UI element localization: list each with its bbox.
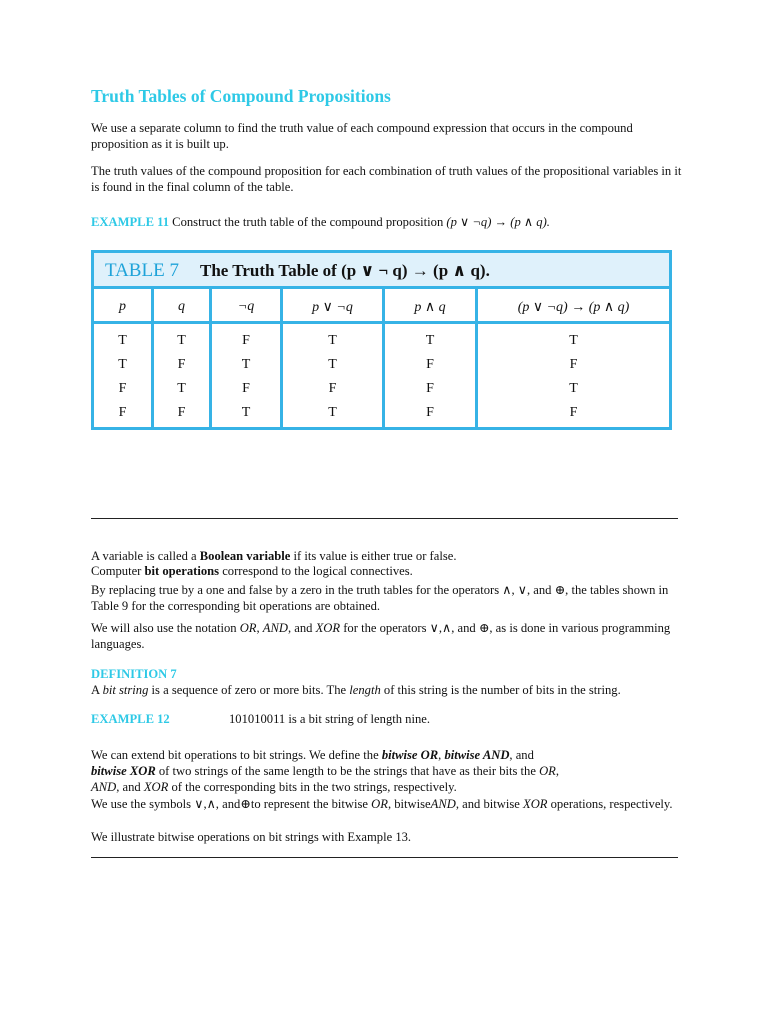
term-boolean-variable: Boolean variable bbox=[199, 549, 291, 563]
divider bbox=[91, 857, 678, 858]
text: is a sequence of zero or more bits. The bbox=[148, 683, 350, 697]
term-bitwise-or: bitwise OR bbox=[381, 748, 439, 762]
term-bit-operations: bit operations bbox=[144, 564, 220, 578]
table-cell: F bbox=[426, 381, 434, 396]
text: operations, respectively. bbox=[547, 797, 673, 811]
example-11-text: Construct the truth table of the compound proposition bbox=[169, 215, 447, 229]
divider bbox=[91, 518, 678, 519]
table-cell: T bbox=[177, 381, 186, 396]
text: , bitwise bbox=[387, 797, 431, 811]
table-cell: F bbox=[426, 357, 434, 372]
term-xor: XOR bbox=[143, 780, 169, 794]
example-11-formula: (p ∨ ¬q) → (p ∧ q). bbox=[446, 215, 550, 229]
table-cell: F bbox=[328, 381, 337, 396]
table-cell: F bbox=[426, 405, 434, 420]
term-or: OR bbox=[539, 764, 556, 778]
intro-paragraph-2: The truth values of the compound proposition for each combination of truth values of the propositional variables in it is found in the final column of the table. bbox=[91, 164, 682, 194]
term-and: AND bbox=[91, 780, 117, 794]
term-bitwise-and: bitwise AND bbox=[444, 748, 510, 762]
text: , and bitwise bbox=[455, 797, 523, 811]
boolean-variable-line bbox=[91, 548, 691, 564]
text: if its value is either true or false. bbox=[290, 549, 457, 563]
text: We can extend bit operations to bit strings. We define the bbox=[91, 748, 382, 762]
term-bit-string: bit string bbox=[102, 683, 149, 697]
table-cell: F bbox=[242, 333, 250, 348]
text: of this string is the number of bits in the string. bbox=[380, 683, 621, 697]
table-cell: T bbox=[328, 357, 337, 372]
bit-operations-line bbox=[91, 563, 691, 579]
bitwise-symbols-paragraph bbox=[91, 796, 691, 812]
table-cell: T bbox=[118, 357, 127, 372]
table-cell: F bbox=[118, 405, 127, 420]
table-cell: F bbox=[242, 381, 250, 396]
table-cell: F bbox=[569, 357, 578, 372]
table-cell: F bbox=[118, 381, 127, 396]
term-bitwise-xor: bitwise XOR bbox=[91, 764, 156, 778]
table-cell: T bbox=[241, 357, 251, 372]
header-p-and-q: p ∧ q bbox=[414, 300, 446, 315]
table-cell: F bbox=[177, 405, 186, 420]
table-caption-title: The Truth Table of (p ∨ ¬ q) → (p ∧ q). bbox=[200, 261, 490, 280]
text: A variable is called a bbox=[91, 549, 200, 563]
table-cell: F bbox=[177, 357, 186, 372]
term-xor: XOR bbox=[523, 797, 548, 811]
term-or: OR bbox=[371, 797, 388, 811]
header-not-q: ¬q bbox=[237, 299, 255, 314]
definition-7-text bbox=[91, 682, 691, 698]
header-p: p bbox=[119, 299, 126, 314]
example-12-text: 101010011 is a bit string of length nine. bbox=[229, 712, 431, 726]
term-length: length bbox=[349, 683, 381, 697]
table-cell: T bbox=[569, 381, 578, 396]
text: , bbox=[555, 764, 560, 778]
table-cell: T bbox=[328, 405, 337, 420]
definition-7-label: DEFINITION 7 bbox=[91, 667, 177, 681]
text: Computer bbox=[91, 564, 145, 578]
text: of the corresponding bits in the two strings, respectively. bbox=[168, 780, 457, 794]
section-heading: Truth Tables of Compound Propositions bbox=[91, 86, 391, 106]
example-11 bbox=[91, 214, 691, 230]
example-12 bbox=[91, 711, 691, 727]
table-caption-number: TABLE 7 bbox=[105, 260, 179, 281]
table-cell: T bbox=[241, 405, 251, 420]
text: , bbox=[256, 621, 263, 635]
table-caption bbox=[94, 253, 669, 289]
table-cell: T bbox=[569, 333, 578, 348]
text: , bbox=[438, 748, 445, 762]
text: We use the symbols ∨,∧, and⊕to represent the bitwise bbox=[91, 797, 372, 811]
notation-paragraph bbox=[91, 620, 691, 652]
truth-table-7 bbox=[91, 250, 672, 430]
text: We will also use the notation bbox=[91, 621, 240, 635]
term-xor: XOR bbox=[315, 621, 341, 635]
example-12-label: EXAMPLE 12 bbox=[91, 712, 170, 726]
text: , and bbox=[116, 780, 144, 794]
header-q: q bbox=[178, 299, 185, 314]
example-11-label: EXAMPLE 11 bbox=[91, 215, 170, 229]
term-and: AND bbox=[430, 797, 456, 811]
table-cell: T bbox=[425, 333, 435, 348]
header-implication: (p ∨ ¬q) → (p ∧ q) bbox=[517, 300, 630, 315]
table-cell: F bbox=[569, 405, 578, 420]
table-cell: T bbox=[328, 333, 337, 348]
text: correspond to the logical connectives. bbox=[219, 564, 413, 578]
text: , and bbox=[287, 621, 316, 635]
text: for the operators ∨,∧, and ⊕, as is done in various programming languages. bbox=[91, 621, 671, 651]
table-cell: T bbox=[118, 333, 127, 348]
text: A bbox=[91, 683, 103, 697]
replacing-paragraph: By replacing true by a one and false by a zero in the truth tables for the operators ∧, ∨, and ⊕, the tables shown in Table 9 for the corresponding bit operations are obtained. bbox=[91, 583, 669, 613]
intro-paragraph-1: We use a separate column to find the truth value of each compound expression that occurs in the compound proposition as it is built up. bbox=[91, 121, 633, 151]
table-cell: T bbox=[177, 333, 186, 348]
term-or: OR bbox=[239, 621, 257, 635]
text: of two strings of the same length to be the strings that have as their bits the bbox=[155, 764, 540, 778]
text: , and bbox=[509, 748, 534, 762]
term-and: AND bbox=[262, 621, 288, 635]
illustrate-line: We illustrate bitwise operations on bit strings with Example 13. bbox=[91, 830, 412, 844]
header-p-or-not-q: p ∨ ¬q bbox=[312, 300, 353, 315]
bitwise-paragraph bbox=[91, 747, 691, 795]
